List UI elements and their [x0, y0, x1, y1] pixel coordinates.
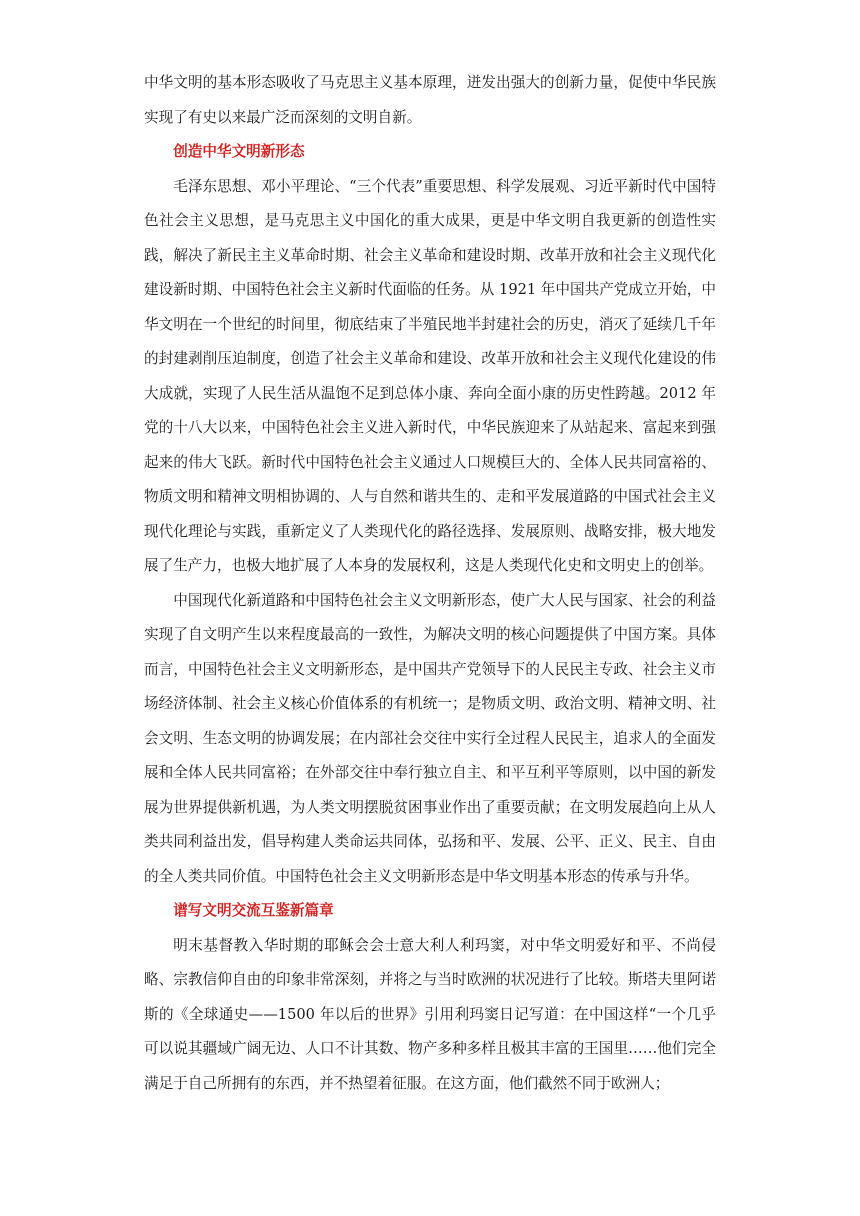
body-paragraph: 毛泽东思想、邓小平理论、“三个代表”重要思想、科学发展观、习近平新时代中国特色社会主义思想，是马克思主义中国化的重大成果，更是中华文明自我更新的创造性实践，解决了新民主主义革命时期、社会主义革命和建设时期、改革开放和社会主义现代化建设新时期、中国特色社会主义新时代面临的任务。从 1921 年中国共产党成立开始，中华文明在一个世纪的时间里，彻底结束了半殖民地半封建社会的历史，消灭了延续几千年的封建剥削压迫制度，创造了社会主义革命和建设、改革开放和社会主义现代化建设的伟大成就，实现了人民生活从温饱不足到总体小康、奔向全面小康的历史性跨越。2012 年党的十八大以来，中国特色社会主义进入新时代，中华民族迎来了从站起来、富起来到强起来的伟大飞跃。新时代中国特色社会主义通过人口规模巨大的、全体人民共同富裕的、物质文明和精神文明相协调的、人与自然和谐共生的、走和平发展道路的中国式社会主义现代化理论与实践，重新定义了人类现代化的路径选择、发展原则、战略安排，极大地发展了生产力，也极大地扩展了人本身的发展权利，这是人类现代化史和文明史上的创举。: [144, 177, 716, 574]
intro-paragraph: 中华文明的基本形态吸收了马克思主义基本原理，迸发出强大的创新力量，促使中华民族实现了有史以来最广泛而深刻的文明自新。: [144, 74, 716, 126]
article-body: [144, 66, 716, 1101]
section-heading-civilization-exchange: 谱写文明交流互鉴新篇章: [173, 902, 334, 919]
body-paragraph: 中国现代化新道路和中国特色社会主义文明新形态，使广大人民与国家、社会的利益实现了自文明产生以来程度最高的一致性，为解决文明的核心问题提供了中国方案。具体而言，中国特色社会主义文明新形态，是中国共产党领导下的人民民主专政、社会主义市场经济体制、社会主义核心价值体系的有机统一；是物质文明、政治文明、精神文明、社会文明、生态文明的协调发展；在内部社会交往中实行全过程人民民主，追求人的全面发展和全体人民共同富裕；在外部交往中奉行独立自主、和平互利平等原则，以中国的新发展为世界提供新机遇，为人类文明摆脱贫困事业作出了重要贡献；在文明发展趋向上从人类共同利益出发，倡导构建人类命运共同体，弘扬和平、发展、公平、正义、民主、自由的全人类共同价值。中国特色社会主义文明新形态是中华文明基本形态的传承与升华。: [144, 591, 716, 885]
body-paragraph: 明末基督教入华时期的耶稣会会士意大利人利玛窦，对中华文明爱好和平、不尚侵略、宗教信仰自由的印象非常深刻，并将之与当时欧洲的状况进行了比较。斯塔夫里阿诺斯的《全球通史——1500 年以后的世界》引用利玛窦日记写道：在中国这样“一个几乎可以说其疆域广阔无边、人口不计其数、物产多种多样且极其丰富的王国里……他们完全满足于自己所拥有的东西，并不热望着征服。在这方面，他们截然不同于欧洲人；: [144, 936, 716, 1092]
section-heading-create-new-form: 创造中华文明新形态: [173, 143, 305, 160]
